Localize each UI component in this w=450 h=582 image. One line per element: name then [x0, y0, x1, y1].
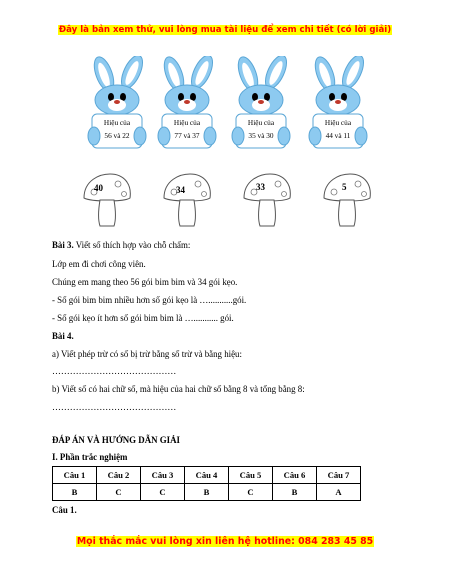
answer-value: A [317, 484, 361, 501]
rabbit-icon [301, 56, 375, 156]
bai4-part-b: b) Viết số có hai chữ số, mà hiệu của hai chữ số bằng 8 và tổng bằng 8: [52, 384, 305, 394]
hotline-banner: Mọi thắc mắc vui lòng xin liên hệ hotline: 084 283 45 85 [76, 536, 374, 547]
mushroom-1 [80, 172, 136, 228]
answer-value: B [53, 484, 97, 501]
rabbit-icon [224, 56, 298, 156]
answer-table [52, 466, 361, 501]
answer-value: C [141, 484, 185, 501]
answer-header: Câu 7 [317, 467, 361, 484]
answer-header: Câu 1 [53, 467, 97, 484]
rabbit-card-3 [224, 56, 298, 156]
answer-value: C [97, 484, 141, 501]
rabbit-card-2 [150, 56, 224, 156]
mushroom-4 [320, 172, 376, 228]
bai4-part-a: a) Viết phép trừ có số bị trừ bằng số trừ và bằng hiệu: [52, 349, 242, 359]
answer-value: B [273, 484, 317, 501]
bai4-part-b-answer: …………………………………… [52, 402, 177, 412]
bai3-line4: - Số gói kẹo ít hơn số gói bim bim là …........... gói. [52, 313, 234, 323]
mushroom-number-3: 33 [256, 182, 265, 192]
rabbit-label-3: Hiệu của [247, 118, 275, 127]
bai3-line1: Lớp em đi chơi công viên. [52, 259, 146, 269]
answers-heading: ĐÁP ÁN VÀ HƯỚNG DẪN GIẢI [52, 435, 180, 445]
bai4-heading: Bài 4. [52, 331, 74, 341]
rabbit-card-4 [301, 56, 375, 156]
answer-table-value-row [53, 484, 361, 501]
bai3-title [52, 240, 190, 251]
bai3-heading: Bài 3. [52, 240, 74, 250]
mushroom-2 [160, 172, 216, 228]
bai4-part-a-answer: …………………………………… [52, 366, 177, 376]
answer-header: Câu 3 [141, 467, 185, 484]
mushroom-icon [240, 172, 296, 228]
answer-table-header-row [53, 467, 361, 484]
rabbit-card-1 [80, 56, 154, 156]
rabbit-value-4: 44 và 11 [325, 131, 351, 140]
bai3-instruction: Viết số thích hợp vào chỗ chấm: [73, 240, 191, 250]
answer-value: B [185, 484, 229, 501]
rabbit-value-2: 77 và 37 [174, 131, 200, 140]
preview-banner: Đây là bản xem thử, vui lòng mua tài liệu để xem chi tiết (có lời giải) [58, 25, 392, 35]
mushroom-number-4: 5 [342, 182, 347, 192]
rabbit-value-3: 35 và 30 [248, 131, 274, 140]
answer-header: Câu 5 [229, 467, 273, 484]
mushroom-icon [320, 172, 376, 228]
mushroom-icon [80, 172, 136, 228]
mushroom-number-2: 34 [176, 185, 185, 195]
answers-section-title: I. Phần trắc nghiệm [52, 452, 128, 462]
rabbit-value-1: 56 và 22 [104, 131, 130, 140]
bai3-line2: Chúng em mang theo 56 gói bim bim và 34 gói kẹo. [52, 277, 238, 287]
bai3-line3: - Số gói bim bim nhiều hơn số gói kẹo là …...........gói. [52, 295, 247, 305]
rabbit-label-2: Hiệu của [173, 118, 201, 127]
rabbit-label-4: Hiệu của [324, 118, 352, 127]
rabbit-icon [150, 56, 224, 156]
mushroom-number-1: 40 [94, 183, 103, 193]
mushroom-3 [240, 172, 296, 228]
answer-value: C [229, 484, 273, 501]
cau1-label: Câu 1. [52, 505, 77, 515]
answer-header: Câu 4 [185, 467, 229, 484]
answer-header: Câu 2 [97, 467, 141, 484]
rabbit-label-1: Hiệu của [103, 118, 131, 127]
rabbit-icon [80, 56, 154, 156]
mushroom-icon [160, 172, 216, 228]
answer-header: Câu 6 [273, 467, 317, 484]
